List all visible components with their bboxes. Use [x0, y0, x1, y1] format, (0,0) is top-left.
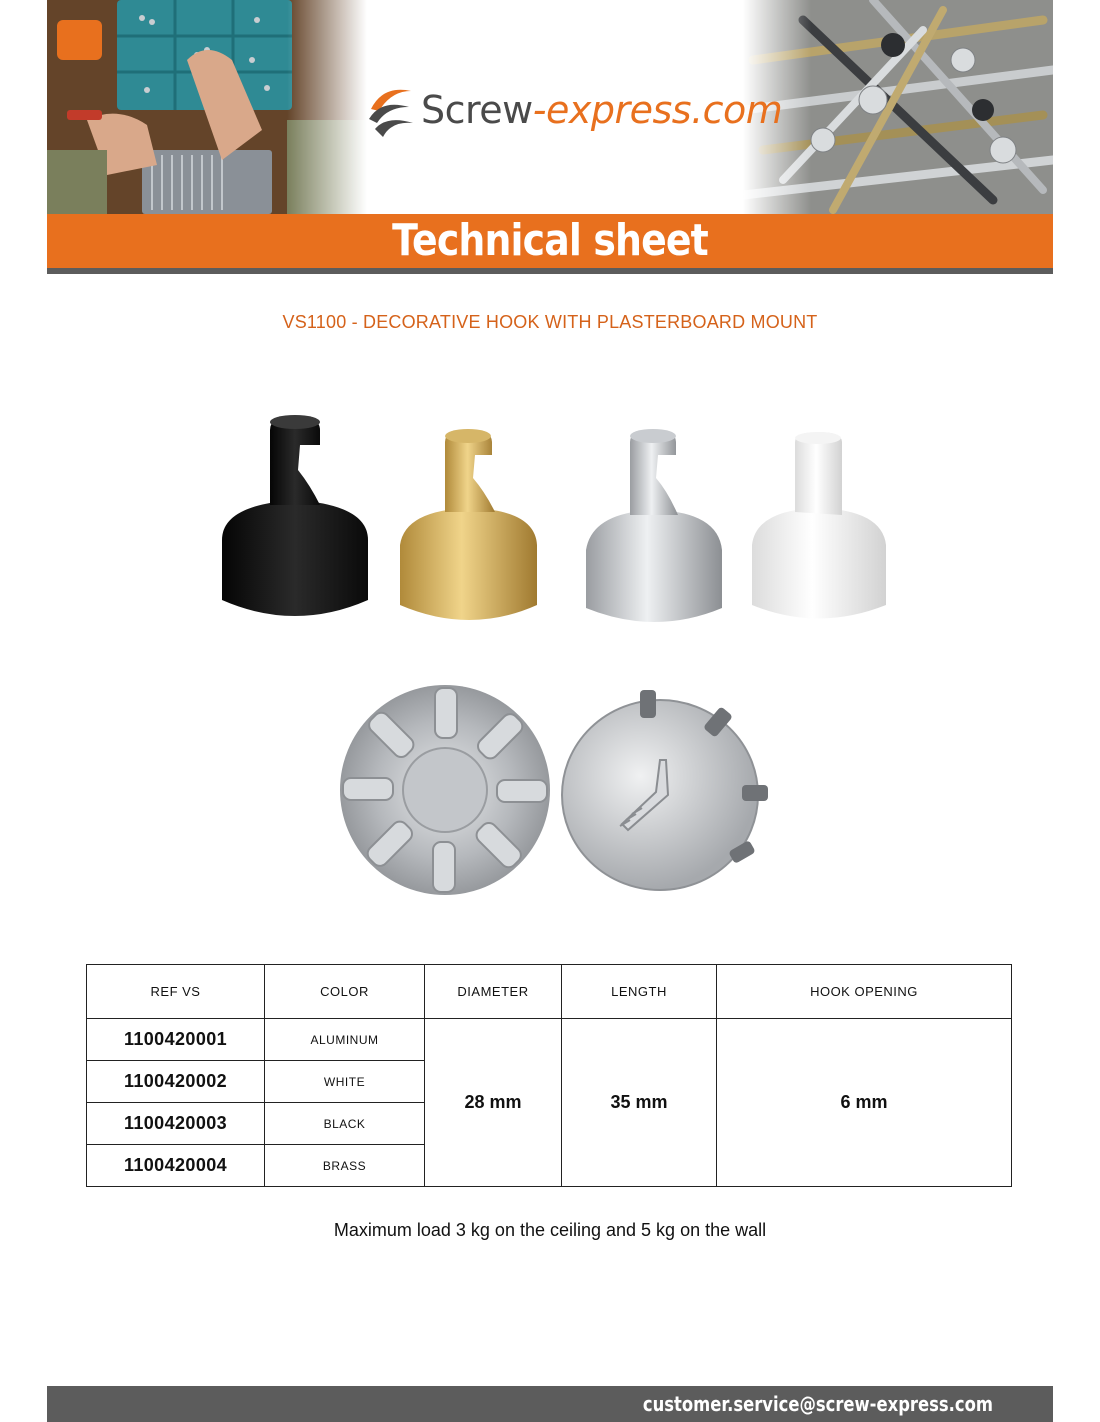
- diameter-cell: 28 mm: [425, 1019, 562, 1187]
- swoosh-logo-icon: [365, 79, 417, 141]
- spec-table: [86, 964, 1012, 1187]
- screws-photo: [743, 0, 1053, 214]
- footer-email[interactable]: customer.service@screw-express.com: [642, 1392, 993, 1416]
- table-header-row: [87, 965, 1012, 1019]
- brand-name-part2: -express.com: [532, 88, 783, 132]
- hook-opening-cell: 6 mm: [717, 1019, 1012, 1187]
- brand-name-part1: Screw: [421, 88, 533, 132]
- footer-bar: [47, 1386, 1053, 1422]
- mount-side-view: [562, 690, 768, 890]
- product-title: VS1100 - DECORATIVE HOOK WITH PLASTERBOARD MOUNT: [282, 312, 818, 332]
- sheet-title: Technical sheet: [392, 215, 708, 266]
- color-cell: WHITE: [265, 1061, 425, 1103]
- title-bar-underline: [47, 268, 1053, 274]
- header-diameter: DIAMETER: [425, 965, 562, 1019]
- ref-cell: 1100420003: [87, 1103, 265, 1145]
- hook-color-variants-photo: [200, 400, 900, 640]
- brand-name: [421, 88, 782, 132]
- plasterboard-mount-photo: [330, 680, 780, 900]
- color-cell: ALUMINUM: [265, 1019, 425, 1061]
- workbench-photo: [47, 0, 367, 214]
- table-row: [87, 1019, 1012, 1061]
- ref-cell: 1100420001: [87, 1019, 265, 1061]
- header-ref: REF VS: [87, 965, 265, 1019]
- hook-aluminum: [586, 429, 722, 622]
- title-bar: [47, 214, 1053, 268]
- ref-cell: 1100420004: [87, 1145, 265, 1187]
- color-cell: BLACK: [265, 1103, 425, 1145]
- length-cell: 35 mm: [562, 1019, 717, 1187]
- hook-black: [222, 415, 368, 616]
- mount-front-view: [340, 685, 550, 895]
- color-cell: BRASS: [265, 1145, 425, 1187]
- header-banner: [47, 0, 1053, 214]
- header-length: LENGTH: [562, 965, 717, 1019]
- ref-cell: 1100420002: [87, 1061, 265, 1103]
- brand-logo: [365, 78, 782, 142]
- load-note: Maximum load 3 kg on the ceiling and 5 kg on the wall: [333, 1220, 767, 1240]
- hook-brass: [400, 429, 537, 620]
- header-hook-opening: HOOK OPENING: [717, 965, 1012, 1019]
- hook-white: [752, 432, 886, 619]
- header-color: COLOR: [265, 965, 425, 1019]
